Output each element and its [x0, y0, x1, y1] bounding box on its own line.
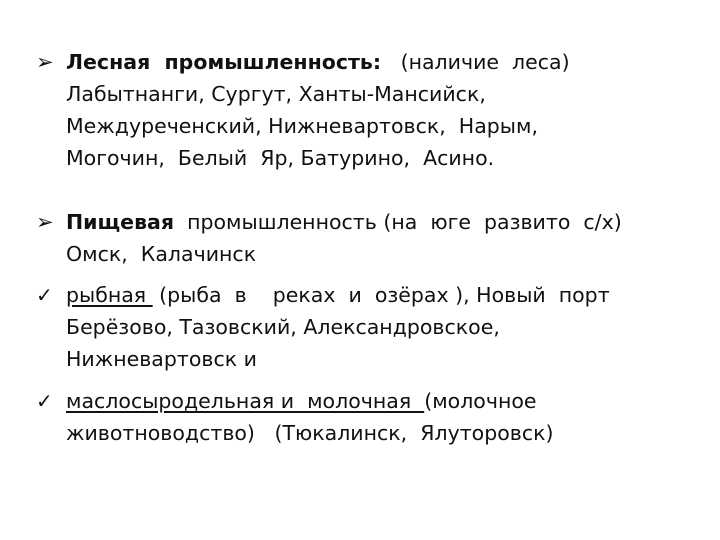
list-item-dairy	[36, 385, 696, 449]
arrow-bullet-icon: ➢	[36, 210, 54, 234]
checkmark-bullet-icon: ✓	[36, 389, 53, 413]
item-line	[66, 206, 696, 238]
item-line: Омск, Калачинск	[66, 242, 257, 266]
item-line: Междуреченский, Нижневартовск, Нарым,	[66, 114, 538, 138]
item-line: Нижневартовск и	[66, 347, 257, 371]
item-text: промышленность (на юге развито с/х)	[174, 210, 622, 234]
item-line: Лабытнанги, Сургут, Ханты-Мансийск,	[66, 82, 486, 106]
arrow-bullet-icon: ➢	[36, 50, 54, 74]
item-line: животноводство) (Тюкалинск, Ялуторовск)	[66, 421, 554, 445]
item-line: Могочин, Белый Яр, Батурино, Асино.	[66, 146, 495, 170]
item-text: (рыба в реках и озёрах ), Новый порт	[152, 283, 610, 307]
item-heading: Пищевая	[66, 210, 175, 234]
list-item-forestry	[36, 46, 696, 174]
item-line	[66, 46, 696, 78]
list-item-food	[36, 206, 696, 270]
item-text: (молочное	[424, 389, 537, 413]
item-heading: рыбная	[66, 283, 153, 307]
item-line	[66, 279, 696, 311]
item-heading: Лесная промышленность:	[66, 50, 382, 74]
item-heading: маслосыродельная и молочная	[66, 389, 425, 413]
list-item-fish	[36, 279, 696, 375]
item-line: Берёзово, Тазовский, Александровское,	[66, 315, 500, 339]
item-text: (наличие леса)	[381, 50, 570, 74]
item-line	[66, 385, 696, 417]
checkmark-bullet-icon: ✓	[36, 283, 53, 307]
